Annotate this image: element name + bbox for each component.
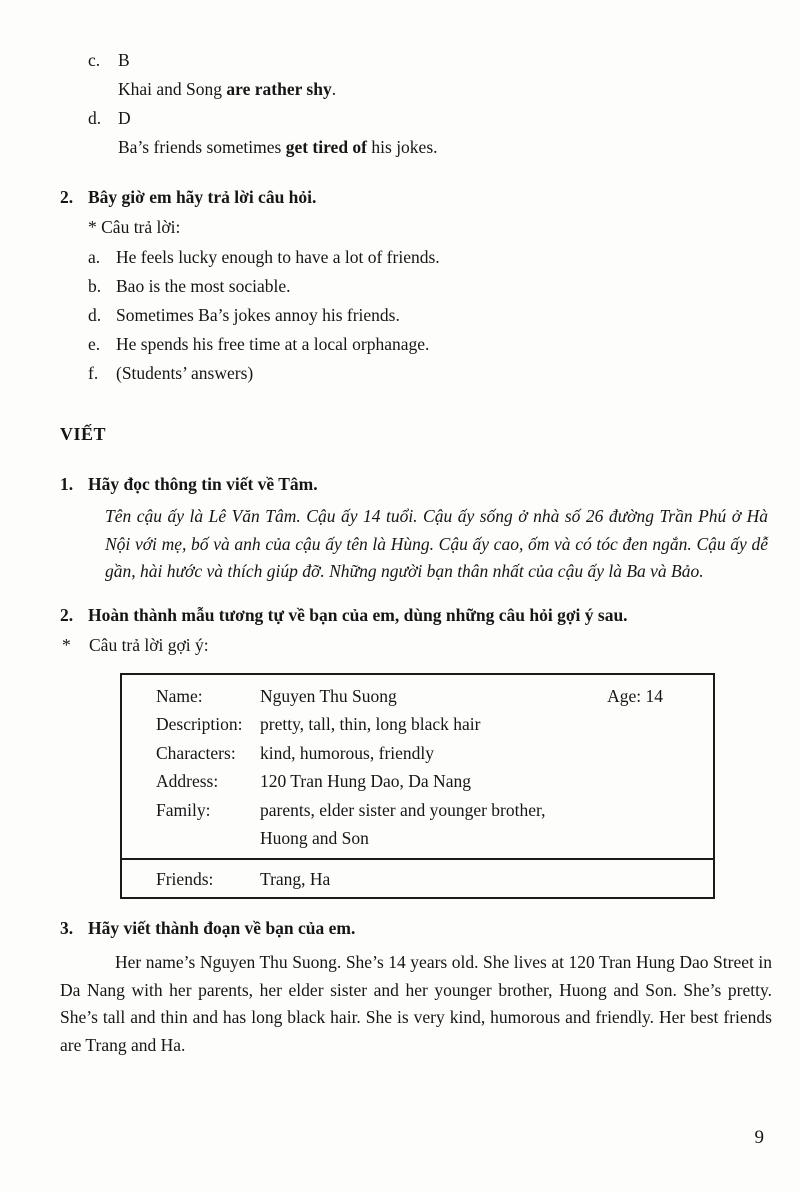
form-value-description: pretty, tall, thin, long black hair — [260, 714, 481, 734]
page-number: 9 — [754, 1127, 764, 1148]
answer-d-text-bold: get tired of — [285, 137, 368, 157]
task2-answer-list — [0, 243, 800, 388]
list-item-text: He feels lucky enough to have a lot of friends. — [116, 247, 440, 267]
task2-intro: * Câu trả lời: — [88, 217, 181, 237]
form-row-address — [122, 767, 713, 796]
form-label-family: Family: — [156, 799, 211, 820]
list-item — [88, 330, 800, 359]
viet-task1-heading-text: Hãy đọc thông tin viết về Tâm. — [88, 474, 318, 494]
viet-task3-heading — [60, 913, 800, 944]
answer-d-choice: D — [118, 108, 131, 128]
answer-c-text-post: . — [331, 79, 337, 99]
form-value-family-line1: parents, elder sister and younger brother, — [260, 799, 546, 820]
answer-c-choice: B — [118, 50, 130, 70]
answer-c-sentence — [118, 75, 800, 104]
viet-task1-paragraph: Tên cậu ấy là Lê Văn Tâm. Cậu ấy 14 tuổi. Cậu ấy sống ở nhà số 26 đường Trần Phú ở Hà Nội với mẹ, bố và anh của cậu ấy tên là Hùng. Cậu ấy cao, ốm và có tóc đen ngắn. Cậu ấy dễ gần, hài hước và thích giúp đỡ. Những người bạn thân nhất của cậu ấy là Ba và Bảo. — [105, 506, 768, 581]
form-label-address: Address: — [156, 771, 219, 791]
viet-task3-heading-text: Hãy viết thành đoạn về bạn của em. — [88, 918, 356, 938]
list-item-text: Sometimes Ba’s jokes annoy his friends. — [116, 305, 400, 325]
viet-task2-intro-text: Câu trả lời gợi ý: — [89, 634, 209, 655]
form-row-description — [122, 710, 713, 739]
viet-task2-intro — [62, 631, 800, 660]
answer-d-text-post: his jokes. — [367, 137, 438, 157]
viet-task1-number: 1. — [60, 474, 74, 494]
list-item-text: He spends his free time at a local orphanage. — [116, 334, 430, 354]
answer-item-c — [0, 46, 800, 104]
form-label-name: Name: — [156, 685, 203, 706]
viet-task2-number: 2. — [60, 604, 74, 625]
answer-d-label: d. — [88, 108, 102, 128]
list-item — [88, 359, 800, 388]
list-item-text: (Students’ answers) — [116, 363, 254, 383]
form-value-family — [260, 796, 713, 853]
answer-item-d — [0, 104, 800, 162]
list-item-label: a. — [88, 247, 101, 267]
profile-form-box — [120, 673, 715, 900]
form-value-friends: Trang, Ha — [260, 868, 331, 889]
viet-task2-heading-text: Hoàn thành mẫu tương tự về bạn của em, dùng những câu hỏi gợi ý sau. — [88, 604, 628, 625]
form-value-age: Age: 14 — [607, 685, 663, 706]
form-value-address: 120 Tran Hung Dao, Da Nang — [260, 771, 471, 791]
answer-c-text-pre: Khai and Song — [118, 79, 227, 99]
viet-task2-heading — [60, 600, 800, 631]
form-value-name: Nguyen Thu Suong — [260, 685, 397, 706]
answer-c-label: c. — [88, 50, 101, 70]
form-label-description: Description: — [156, 714, 243, 734]
list-item-text: Bao is the most sociable. — [116, 276, 291, 296]
task2-heading — [60, 182, 800, 213]
list-item — [88, 243, 800, 272]
form-label-characters: Characters: — [156, 742, 236, 763]
list-item-label: f. — [88, 363, 99, 383]
form-value-characters: kind, humorous, friendly — [260, 742, 435, 763]
list-item — [88, 272, 800, 301]
answer-c-text-bold: are rather shy — [226, 79, 332, 99]
list-item — [88, 301, 800, 330]
list-item-label: b. — [88, 276, 102, 296]
list-item-label: e. — [88, 334, 101, 354]
answer-d-sentence — [118, 133, 800, 162]
bullet-star: * — [62, 634, 71, 655]
form-row-family — [122, 796, 713, 853]
viet-task1-heading — [60, 469, 800, 500]
form-row-characters — [122, 739, 713, 768]
form-value-family-line2: Huong and Son — [260, 828, 369, 848]
form-row-friends — [122, 858, 713, 894]
list-item-label: d. — [88, 305, 102, 325]
viet-task3-number: 3. — [60, 918, 74, 938]
task2-number: 2. — [60, 187, 74, 207]
viet-task3-paragraph: Her name’s Nguyen Thu Suong. She’s 14 years old. She lives at 120 Tran Hung Dao Street in Da Nang with her parents, her elder sister and her younger brother, Huong and Son. She’s pretty. She’s tall and thin and has long black hair. She is very kind, humorous and friendly. Her best friends are Trang and Ha. — [60, 952, 772, 1055]
section-heading-viet: VIẾT — [60, 424, 107, 444]
task2-heading-text: Bây giờ em hãy trả lời câu hỏi. — [88, 187, 317, 207]
form-row-name — [122, 682, 713, 711]
form-label-friends: Friends: — [156, 868, 214, 889]
answer-d-text-pre: Ba’s friends sometimes — [118, 137, 286, 157]
